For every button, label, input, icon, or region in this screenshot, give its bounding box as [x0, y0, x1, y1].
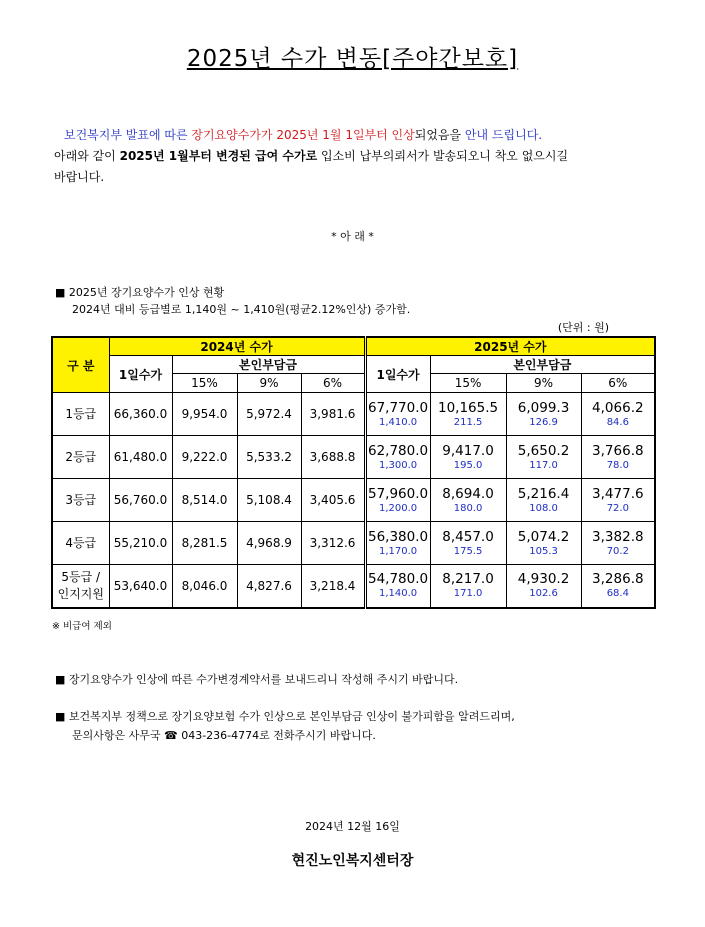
- copay-2025-cell: [430, 393, 506, 436]
- daily-2024-cell: [109, 436, 172, 479]
- daily-2024: 55,210.0: [113, 536, 168, 550]
- daily-2025-cell: [365, 479, 430, 522]
- copay-2025: 6,099.3: [517, 399, 570, 416]
- intro-text-8: 바랍니다.: [54, 170, 105, 184]
- notice-heading: * 아 래 *: [331, 230, 374, 243]
- bullet-contract: ■ 장기요양수가 인상에 따른 수가변경계약서를 보내드리니 작성해 주시기 바랍니다.: [55, 673, 459, 686]
- copay-2024: 5,533.2: [246, 450, 292, 464]
- pct-header: 15%: [430, 374, 506, 393]
- daily-2024-cell: [109, 522, 172, 565]
- intro-text-7: 입소비 납부의뢰서가 발송되오니 착오 없으시길: [317, 149, 569, 163]
- daily-2024-cell: [109, 479, 172, 522]
- daily-increase: 1,410.0: [378, 416, 418, 428]
- pct-header: 9%: [506, 374, 581, 393]
- copay-increase: 78.0: [606, 459, 629, 471]
- copay-2025: 3,766.8: [592, 442, 644, 459]
- header-2024: 2024년 수가: [109, 337, 365, 356]
- daily-2024: 61,480.0: [113, 450, 168, 464]
- daily-2025-cell: [365, 436, 430, 479]
- grade-label: 3등급: [65, 492, 97, 507]
- copay-2024-cell: [237, 479, 301, 522]
- grade-cell: [52, 522, 109, 565]
- copay-increase: 102.6: [529, 588, 558, 600]
- copay-increase: 126.9: [529, 416, 558, 428]
- copay-2025-cell: [506, 436, 581, 479]
- grade-label: 1등급: [65, 406, 97, 421]
- copay-2025-cell: [506, 479, 581, 522]
- daily-2025-cell: [365, 522, 430, 565]
- copay-2024: 3,405.6: [309, 493, 356, 507]
- copay-increase: 84.6: [606, 416, 629, 428]
- grade-label: 5등급 /: [61, 569, 101, 584]
- copay-2025: 5,074.2: [517, 528, 570, 545]
- copay-header-2024: 본인부담금: [172, 356, 365, 374]
- copay-2024: 9,954.0: [181, 407, 228, 421]
- copay-2025-cell: [581, 522, 655, 565]
- copay-2024-cell: [237, 522, 301, 565]
- copay-2024-cell: [237, 436, 301, 479]
- table-row: [52, 565, 655, 608]
- copay-increase: 70.2: [606, 545, 629, 557]
- copay-2024-cell: [172, 565, 237, 608]
- copay-2024: 4,968.9: [246, 536, 292, 550]
- copay-2024-cell: [301, 393, 365, 436]
- intro-text-3: 되었음을: [414, 128, 465, 142]
- copay-2025: 9,417.0: [442, 442, 494, 459]
- copay-2024-cell: [172, 436, 237, 479]
- grade-label-2: 인지지원: [57, 586, 104, 601]
- copay-2025-cell: [581, 479, 655, 522]
- table-row: [52, 436, 655, 479]
- copay-2025: 8,694.0: [442, 485, 494, 502]
- daily-2025: 56,380.0: [367, 528, 429, 545]
- section-increase-status: [55, 284, 410, 318]
- grade-header: 구 분: [52, 337, 109, 393]
- rate-table: [51, 336, 656, 609]
- copay-2024-cell: [172, 522, 237, 565]
- intro-text-1: 보건복지부 발표에 따른: [64, 128, 192, 142]
- copay-2024-cell: [172, 479, 237, 522]
- copay-increase: 105.3: [529, 545, 558, 557]
- copay-increase: 175.5: [453, 545, 483, 557]
- copay-2024-cell: [301, 479, 365, 522]
- unit-label: (단위 : 원): [557, 321, 609, 334]
- copay-increase: 180.0: [453, 502, 483, 514]
- intro-text-2: 장기요양수가가 2025년 1월 1일부터 인상: [191, 128, 415, 142]
- daily-2025-cell: [365, 565, 430, 608]
- copay-2025: 3,477.6: [592, 485, 644, 502]
- copay-increase: 117.0: [529, 459, 558, 471]
- copay-increase: 171.0: [453, 588, 483, 600]
- copay-increase: 195.0: [453, 459, 483, 471]
- copay-2025-cell: [581, 436, 655, 479]
- copay-2024-cell: [301, 522, 365, 565]
- daily-increase: 1,140.0: [378, 588, 418, 600]
- copay-2024: 4,827.6: [246, 578, 292, 593]
- daily-2025: 54,780.0: [367, 571, 429, 588]
- document-date: 2024년 12월 16일: [305, 820, 400, 833]
- copay-2025: 5,650.2: [517, 442, 570, 459]
- grade-label: 4등급: [65, 535, 97, 550]
- copay-2024-cell: [237, 393, 301, 436]
- copay-increase: 108.0: [529, 502, 558, 514]
- bullet-policy-line2: 문의사항은 사무국 ☎ 043-236-4774로 전화주시기 바랍니다.: [72, 729, 376, 742]
- daily-2025-cell: [365, 393, 430, 436]
- copay-2025: 8,217.0: [442, 571, 494, 588]
- copay-2025-cell: [506, 522, 581, 565]
- copay-2025: 5,216.4: [517, 485, 570, 502]
- daily-2025: 62,780.0: [367, 442, 429, 459]
- pct-header: 15%: [172, 374, 237, 393]
- copay-2025: 3,382.8: [592, 528, 644, 545]
- copay-2024-cell: [301, 436, 365, 479]
- copay-2025: 4,930.2: [517, 571, 570, 588]
- daily-2025: 57,960.0: [367, 485, 429, 502]
- grade-label: 2등급: [65, 449, 97, 464]
- daily-2024: 66,360.0: [113, 407, 168, 421]
- copay-2024-cell: [172, 393, 237, 436]
- intro-text-6: 2025년 1월부터 변경된 급여 수가로: [119, 149, 318, 163]
- daily-header-2024: 1일수가: [109, 356, 172, 393]
- section-heading: ■ 2025년 장기요양수가 인상 현황: [55, 286, 225, 299]
- copay-2025-cell: [430, 479, 506, 522]
- intro-text-4: 안내 드립니다.: [464, 128, 543, 142]
- footnote: ※ 비급여 제외: [52, 621, 112, 632]
- table-row: [52, 522, 655, 565]
- copay-2025: 3,286.8: [592, 571, 644, 588]
- grade-cell: [52, 479, 109, 522]
- copay-2024-cell: [301, 565, 365, 608]
- copay-increase: 68.4: [606, 588, 629, 600]
- copay-2024: 3,981.6: [309, 407, 356, 421]
- grade-cell: [52, 565, 109, 608]
- table-row: [52, 393, 655, 436]
- copay-2024: 5,108.4: [246, 493, 292, 507]
- daily-2024: 56,760.0: [113, 493, 168, 507]
- signature: 현진노인복지센터장: [291, 853, 414, 869]
- daily-increase: 1,170.0: [378, 545, 418, 557]
- copay-2025-cell: [581, 393, 655, 436]
- header-2025: 2025년 수가: [365, 337, 655, 356]
- grade-cell: [52, 393, 109, 436]
- copay-increase: 72.0: [606, 502, 629, 514]
- copay-2024: 3,312.6: [309, 536, 356, 550]
- pct-header: 9%: [237, 374, 301, 393]
- pct-header: 6%: [581, 374, 655, 393]
- copay-2025-cell: [581, 565, 655, 608]
- pct-header: 6%: [301, 374, 365, 393]
- daily-increase: 1,300.0: [378, 459, 418, 471]
- copay-2024: 3,218.4: [309, 578, 356, 593]
- copay-2025-cell: [506, 565, 581, 608]
- copay-2025-cell: [430, 565, 506, 608]
- copay-2024-cell: [237, 565, 301, 608]
- intro-text-5: 아래와 같이: [54, 149, 120, 163]
- daily-header-2025: 1일수가: [365, 356, 430, 393]
- daily-2024: 53,640.0: [113, 578, 168, 593]
- daily-2025: 67,770.0: [367, 399, 429, 416]
- copay-header-2025: 본인부담금: [430, 356, 655, 374]
- daily-2024-cell: [109, 565, 172, 608]
- table-row: [52, 479, 655, 522]
- copay-2025: 10,165.5: [437, 399, 499, 416]
- copay-2025-cell: [430, 522, 506, 565]
- bullet-policy: [55, 707, 515, 745]
- daily-increase: 1,200.0: [378, 502, 418, 514]
- document-title: 2025년 수가 변동[주야간보호]: [186, 46, 519, 72]
- copay-2025: 4,066.2: [592, 399, 644, 416]
- grade-cell: [52, 436, 109, 479]
- daily-2024-cell: [109, 393, 172, 436]
- bullet-policy-line1: ■ 보건복지부 정책으로 장기요양보험 수가 인상으로 본인부담금 인상이 불가피함을 알려드리며,: [55, 710, 515, 723]
- copay-2024: 3,688.8: [309, 450, 356, 464]
- copay-2025-cell: [430, 436, 506, 479]
- copay-2025-cell: [506, 393, 581, 436]
- copay-2024: 9,222.0: [181, 450, 228, 464]
- section-description: 2024년 대비 등급별로 1,140원 ~ 1,410원(평균2.12%인상) 증가함.: [72, 303, 411, 316]
- copay-2024: 8,046.0: [181, 578, 228, 593]
- copay-2024: 5,972.4: [246, 407, 292, 421]
- intro-paragraph: [54, 125, 654, 188]
- copay-2024: 8,514.0: [181, 493, 228, 507]
- copay-increase: 211.5: [453, 416, 483, 428]
- copay-2024: 8,281.5: [181, 536, 228, 550]
- copay-2025: 8,457.0: [442, 528, 494, 545]
